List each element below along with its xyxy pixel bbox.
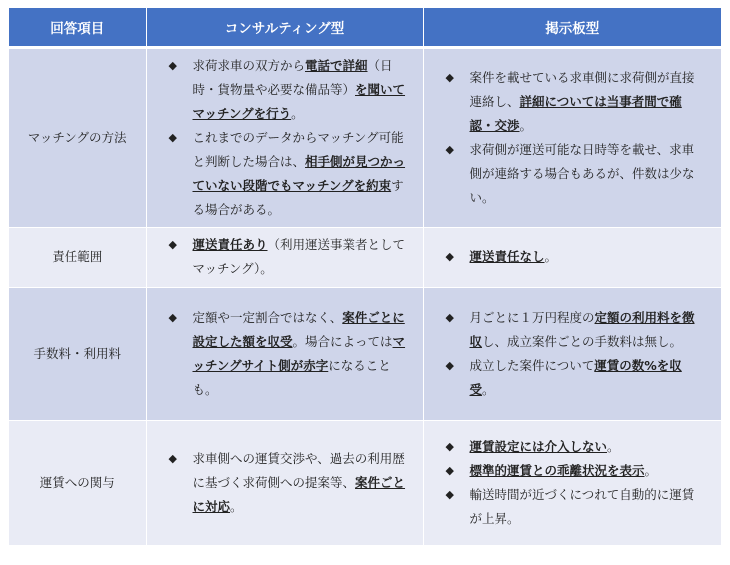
emphasized-text: 運送責任なし	[469, 249, 545, 265]
board-cell	[423, 421, 721, 546]
bullet-point	[446, 66, 706, 138]
bullet-text: 。	[544, 249, 558, 265]
diamond-bullet-icon: ◆	[445, 359, 454, 373]
bullet-point	[446, 435, 706, 459]
bullet-text: 。	[230, 499, 243, 515]
bullet-text: し、成立案件ごとの手数料は無し。	[482, 334, 683, 350]
bullet-text: 。	[607, 439, 620, 455]
bullet-point	[446, 306, 706, 354]
header-consulting-type: コンサルティング型	[146, 8, 423, 48]
bullet-text: 求荷側が運送可能な日時等を載せ、求車側が連絡する場合もあるが、件数は少ない。	[469, 141, 695, 205]
bullet-text: 定額や一定割合ではなく、	[192, 310, 343, 326]
table-row	[9, 227, 721, 287]
consulting-cell	[146, 287, 423, 421]
diamond-bullet-icon: ◆	[168, 311, 177, 325]
emphasized-text: 運賃の数%を収受	[469, 358, 682, 398]
bullet-point	[446, 138, 706, 210]
board-cell	[423, 287, 721, 421]
bullet-text: 案件を載せている求車側に求荷側が直接連絡し、	[469, 69, 695, 109]
diamond-bullet-icon: ◆	[168, 130, 177, 144]
diamond-bullet-icon: ◆	[445, 464, 454, 478]
bullet-text: 。	[482, 382, 495, 398]
consulting-cell	[146, 227, 423, 287]
header-bulletin-board-type: 掲示板型	[423, 8, 721, 48]
board-cell	[423, 48, 721, 228]
bullet-text: （日時・貨物量や必要な備品等）	[192, 57, 393, 97]
diamond-bullet-icon: ◆	[445, 440, 454, 454]
table-row	[9, 48, 721, 228]
emphasized-text: 定額の利用料を徴収	[469, 310, 695, 350]
emphasized-text: 案件ごとに対応	[192, 475, 406, 515]
bullet-point	[169, 447, 407, 519]
bullet-text: 成立した案件について	[469, 358, 595, 374]
table-row	[9, 287, 721, 421]
consulting-cell	[146, 421, 423, 546]
emphasized-text: 詳細については当事者間で確認・交渉	[469, 93, 682, 133]
bullet-point	[446, 245, 706, 269]
diamond-bullet-icon: ◆	[445, 311, 454, 325]
bullet-point	[169, 126, 407, 222]
emphasized-text: 案件ごとに設定した額を収受	[192, 310, 405, 350]
consulting-cell	[146, 48, 423, 228]
emphasized-text: 運賃設定には介入しない	[469, 439, 608, 455]
emphasized-text: を聞いてマッチングを行う	[192, 81, 406, 121]
bullet-point	[169, 306, 407, 402]
bullet-text: 。	[644, 463, 658, 479]
bullet-point	[446, 459, 706, 483]
bullet-text: になることも。	[192, 358, 391, 398]
emphasized-text: 運送責任あり	[192, 237, 268, 253]
diamond-bullet-icon: ◆	[445, 250, 454, 264]
bullet-text: 。	[291, 105, 304, 121]
emphasized-text: マッチングサイト側が赤字	[192, 334, 406, 374]
bullet-point	[169, 54, 407, 126]
bullet-text: 。	[519, 117, 533, 133]
bullet-text: 求車側への運賃交渉や、過去の利用歴に基づく求荷側への提案等、	[192, 451, 405, 491]
diamond-bullet-icon: ◆	[445, 70, 454, 84]
table-row	[9, 421, 721, 546]
row-label: マッチングの方法	[9, 48, 146, 228]
bullet-text: これまでのデータからマッチング可能と判断した場合は、	[192, 129, 404, 169]
row-label: 責任範囲	[9, 227, 146, 287]
emphasized-text: 標準的運賃との乖離状況を表示	[469, 463, 645, 479]
diamond-bullet-icon: ◆	[168, 238, 177, 252]
bullet-text: 。場合によっては	[292, 334, 393, 350]
bullet-text: 月ごとに１万円程度の	[469, 310, 595, 326]
bullet-point	[169, 233, 407, 281]
diamond-bullet-icon: ◆	[445, 488, 454, 502]
bullet-text: （利用運送事業者としてマッチング）。	[192, 237, 406, 277]
header-row	[9, 8, 721, 48]
bullet-point	[446, 483, 706, 531]
bullet-text: 輸送時間が近づくにつれて自動的に運賃が上昇。	[469, 487, 695, 527]
emphasized-text: 相手側が見つかっていない段階でもマッチングを約束	[192, 153, 406, 193]
diamond-bullet-icon: ◆	[168, 58, 177, 72]
header-item: 回答項目	[9, 8, 146, 48]
row-label: 手数料・利用料	[9, 287, 146, 421]
comparison-table	[9, 8, 721, 546]
emphasized-text: 電話で詳細	[305, 57, 368, 73]
diamond-bullet-icon: ◆	[445, 142, 454, 156]
bullet-text: 求荷求車の双方から	[192, 57, 306, 73]
bullet-text: する場合がある。	[192, 177, 404, 217]
bullet-point	[446, 354, 706, 402]
row-label: 運賃への関与	[9, 421, 146, 546]
board-cell	[423, 227, 721, 287]
diamond-bullet-icon: ◆	[168, 452, 177, 466]
